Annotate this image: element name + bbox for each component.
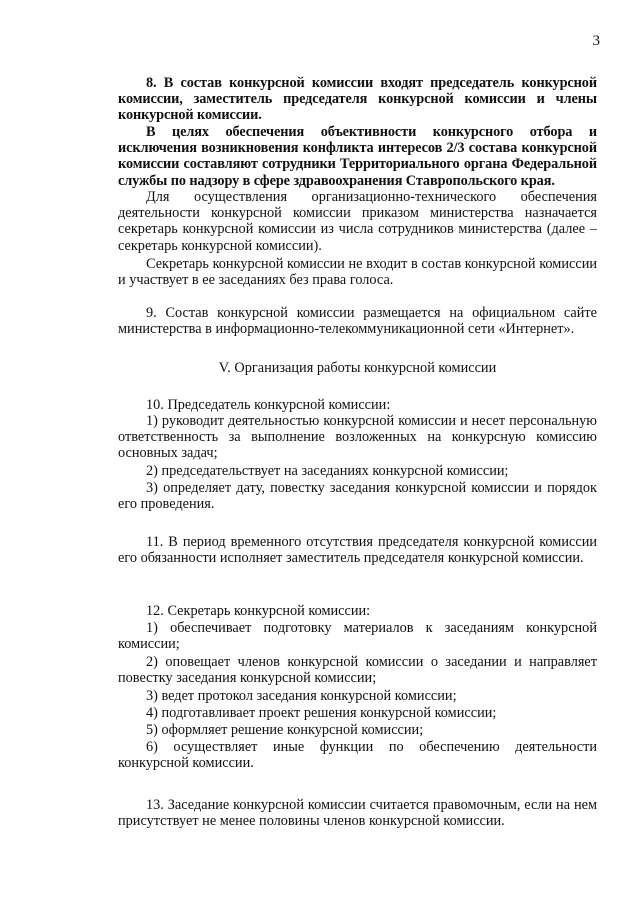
paragraph-12-item-6: 6) осуществляет иные функции по обеспечению деятельности конкурсной комиссии.: [118, 739, 597, 772]
paragraph-12-item-3: 3) ведет протокол заседания конкурсной комиссии;: [146, 688, 457, 704]
paragraph-8-secretary-status: Секретарь конкурсной комиссии не входит в состав конкурсной комиссии и участвует в ее заседаниях без права голоса.: [118, 256, 597, 289]
paragraph-8-secretary-appointment: Для осуществления организационно-технического обеспечения деятельности конкурсной комиссии приказом министерства назначается секретарь конкурсной комиссии из числа сотрудников министерства (далее – секретарь конкурсной комиссии).: [118, 189, 597, 254]
paragraph-10-item-2: 2) председательствует на заседаниях конкурсной комиссии;: [146, 463, 509, 479]
paragraph-10-item-3: 3) определяет дату, повестку заседания конкурсной комиссии и порядок его проведения.: [118, 480, 597, 513]
section-heading: V. Организация работы конкурсной комиссии: [218, 360, 497, 376]
paragraph-10: 10. Председатель конкурсной комиссии:: [146, 397, 391, 413]
paragraph-12-item-5: 5) оформляет решение конкурсной комиссии;: [146, 722, 424, 738]
paragraph-12-item-4: 4) подготавливает проект решения конкурсной комиссии;: [146, 705, 497, 721]
paragraph-13: 13. Заседание конкурсной комиссии считается правомочным, если на нем присутствует не менее половины членов конкурсной комиссии.: [118, 797, 597, 830]
paragraph-8: 8. В состав конкурсной комиссии входят председатель конкурсной комиссии, заместитель председателя конкурсной комиссии и члены конкурсной комиссии.: [118, 75, 597, 124]
paragraph-12-item-1: 1) обеспечивает подготовку материалов к заседаниям конкурсной комиссии;: [118, 620, 597, 653]
page-number: 3: [592, 33, 600, 49]
paragraph-12-item-2: 2) оповещает членов конкурсной комиссии о заседании и направляет повестку заседания конкурсной комиссии;: [118, 654, 597, 687]
paragraph-10-item-1: 1) руководит деятельностью конкурсной комиссии и несет персональную ответственность за выполнение возложенных на конкурсную комиссию основных задач;: [118, 413, 597, 462]
paragraph-12: 12. Секретарь конкурсной комиссии:: [146, 603, 371, 619]
paragraph-11: 11. В период временного отсутствия председателя конкурсной комиссии его обязанности исполняет заместитель председателя конкурсной комиссии.: [118, 534, 597, 567]
paragraph-8-objectivity: В целях обеспечения объективности конкурсного отбора и исключения возникновения конфликта интересов 2/3 состава конкурсной комиссии составляют сотрудники Территориального органа Федеральной службы по надзору в сфере здравоохранения Ставропольского края.: [118, 124, 597, 189]
paragraph-9: 9. Состав конкурсной комиссии размещается на официальном сайте министерства в информационно-телекоммуникационной сети «Интернет».: [118, 305, 597, 338]
